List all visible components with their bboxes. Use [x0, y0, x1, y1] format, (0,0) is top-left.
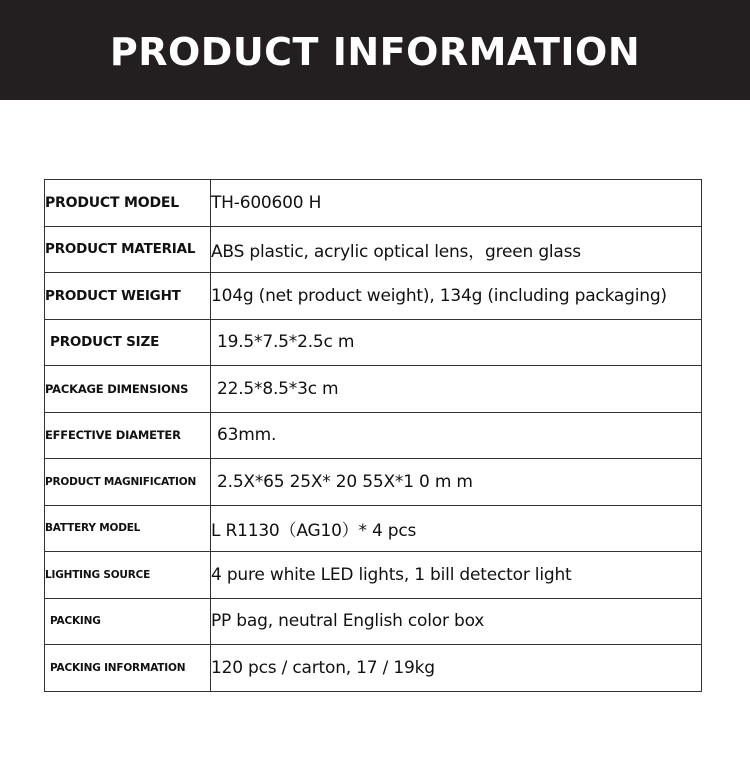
spec-value: 120 pcs / carton, 17 / 19kg [211, 645, 702, 692]
spec-label: PACKAGE DIMENSIONS [45, 366, 211, 413]
spec-label: PACKING [45, 598, 211, 645]
spec-label: EFFECTIVE DIAMETER [45, 412, 211, 459]
spec-row-battery-model [45, 505, 702, 552]
spec-value: 2.5X*65 25X* 20 55X*1 0 m m [211, 459, 702, 506]
spec-row-lighting-source [45, 552, 702, 599]
spec-row-product-material [45, 226, 702, 273]
spec-label: PRODUCT SIZE [45, 319, 211, 366]
spec-value: PP bag, neutral English color box [211, 598, 702, 645]
spec-value: L R1130（AG10）* 4 pcs [211, 505, 702, 552]
spec-value: 104g (net product weight), 134g (including packaging) [211, 273, 702, 320]
spec-label: LIGHTING SOURCE [45, 552, 211, 599]
spec-row-product-size [45, 319, 702, 366]
spec-row-effective-diameter [45, 412, 702, 459]
spec-value: 19.5*7.5*2.5c m [211, 319, 702, 366]
spec-label: PRODUCT MAGNIFICATION [45, 459, 211, 506]
spec-value: TH-600600 H [211, 180, 702, 227]
spec-value: 63mm. [211, 412, 702, 459]
header-banner [0, 0, 750, 100]
spec-value: ABS plastic, acrylic optical lens，green glass [211, 226, 702, 273]
spec-row-product-magnification [45, 459, 702, 506]
spec-row-packing-information [45, 645, 702, 692]
spec-row-product-model [45, 180, 702, 227]
page-title: PRODUCT INFORMATION [109, 30, 641, 74]
spec-label: PRODUCT WEIGHT [45, 273, 211, 320]
spec-label: BATTERY MODEL [45, 505, 211, 552]
spec-row-packing [45, 598, 702, 645]
spec-value: 22.5*8.5*3c m [211, 366, 702, 413]
spec-row-product-weight [45, 273, 702, 320]
spec-label: PACKING INFORMATION [45, 645, 211, 692]
spec-value: 4 pure white LED lights, 1 bill detector light [211, 552, 702, 599]
spec-label: PRODUCT MODEL [45, 180, 211, 227]
spec-row-package-dimensions [45, 366, 702, 413]
spec-table [44, 179, 702, 692]
spec-label: PRODUCT MATERIAL [45, 226, 211, 273]
